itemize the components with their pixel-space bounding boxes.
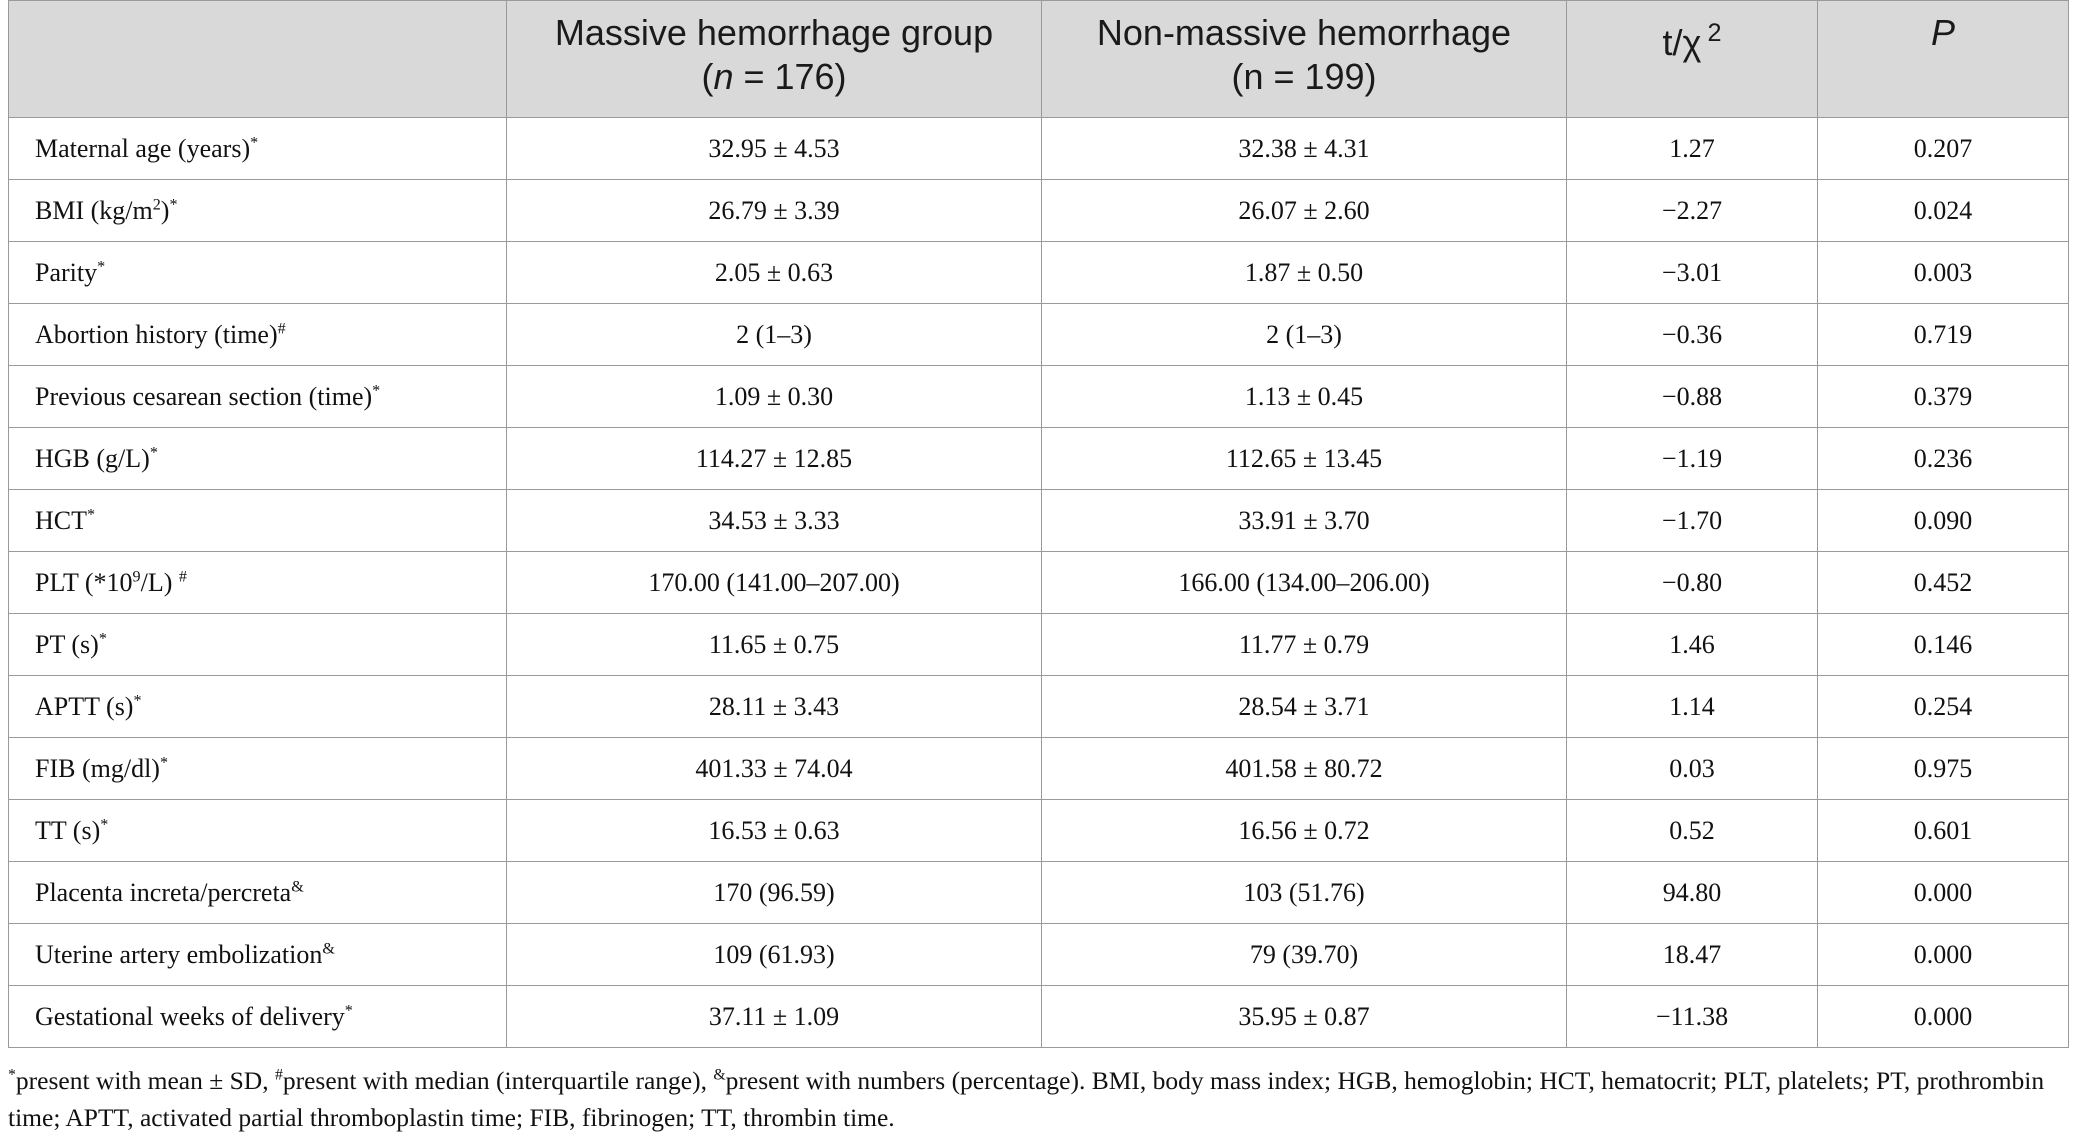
cell-p-value: 0.000 <box>1818 924 2069 986</box>
cell-p-value: 0.254 <box>1818 676 2069 738</box>
cell-statistic: −2.27 <box>1567 180 1818 242</box>
row-label: Parity* <box>9 242 507 304</box>
row-label: BMI $(kg/m^2)^*$ <box>9 180 507 242</box>
cell-p-value: 0.236 <box>1818 428 2069 490</box>
cell-p-value: 0.719 <box>1818 304 2069 366</box>
cell-p-value: 0.975 <box>1818 738 2069 800</box>
table-row <box>9 490 2069 552</box>
header-test-statistic: t/χ $^2$ <box>1567 1 1818 118</box>
cell-non-massive: 112.65 ± 13.45 <box>1042 428 1567 490</box>
table-header-row <box>9 1 2069 118</box>
cell-massive: 28.11 ± 3.43 <box>507 676 1042 738</box>
cell-massive: 170 (96.59) <box>507 862 1042 924</box>
row-label: PLT $(*10^9/L)$ # <box>9 552 507 614</box>
row-label: Gestational weeks of delivery* <box>9 986 507 1048</box>
cell-non-massive: 2 (1–3) <box>1042 304 1567 366</box>
cell-p-value: 0.601 <box>1818 800 2069 862</box>
table-row <box>9 800 2069 862</box>
table-row <box>9 242 2069 304</box>
row-label: Abortion history (time)# <box>9 304 507 366</box>
cell-massive: 170.00 (141.00–207.00) <box>507 552 1042 614</box>
row-label: Placenta increta/percreta& <box>9 862 507 924</box>
cell-non-massive: 103 (51.76) <box>1042 862 1567 924</box>
cell-p-value: 0.000 <box>1818 986 2069 1048</box>
cell-non-massive: 79 (39.70) <box>1042 924 1567 986</box>
table-row <box>9 924 2069 986</box>
cell-non-massive: 166.00 (134.00–206.00) <box>1042 552 1567 614</box>
cell-non-massive: 1.13 ± 0.45 <box>1042 366 1567 428</box>
cell-massive: 114.27 ± 12.85 <box>507 428 1042 490</box>
cell-non-massive: 1.87 ± 0.50 <box>1042 242 1567 304</box>
table-row <box>9 738 2069 800</box>
table-page <box>8 0 2068 1136</box>
cell-statistic: −0.88 <box>1567 366 1818 428</box>
row-label: Uterine artery embolization& <box>9 924 507 986</box>
results-table <box>8 0 2069 1048</box>
row-label: HCT* <box>9 490 507 552</box>
row-label: TT (s)* <box>9 800 507 862</box>
cell-p-value: 0.024 <box>1818 180 2069 242</box>
table-row <box>9 118 2069 180</box>
cell-p-value: 0.090 <box>1818 490 2069 552</box>
table-row <box>9 676 2069 738</box>
cell-non-massive: 26.07 ± 2.60 <box>1042 180 1567 242</box>
table-row <box>9 862 2069 924</box>
cell-statistic: −0.80 <box>1567 552 1818 614</box>
cell-statistic: −0.36 <box>1567 304 1818 366</box>
table-row <box>9 614 2069 676</box>
cell-massive: 2 (1–3) <box>507 304 1042 366</box>
header-p-value: P <box>1818 1 2069 118</box>
row-label: PT (s)* <box>9 614 507 676</box>
row-label: HGB (g/L)* <box>9 428 507 490</box>
table-row <box>9 986 2069 1048</box>
cell-non-massive: 32.38 ± 4.31 <box>1042 118 1567 180</box>
cell-massive: 37.11 ± 1.09 <box>507 986 1042 1048</box>
cell-statistic: 0.52 <box>1567 800 1818 862</box>
row-label: Previous cesarean section (time)* <box>9 366 507 428</box>
cell-statistic: 1.27 <box>1567 118 1818 180</box>
cell-massive: 16.53 ± 0.63 <box>507 800 1042 862</box>
cell-p-value: 0.146 <box>1818 614 2069 676</box>
cell-statistic: −11.38 <box>1567 986 1818 1048</box>
cell-massive: 26.79 ± 3.39 <box>507 180 1042 242</box>
cell-non-massive: 11.77 ± 0.79 <box>1042 614 1567 676</box>
row-label: Maternal age (years)* <box>9 118 507 180</box>
table-row <box>9 304 2069 366</box>
cell-non-massive: 16.56 ± 0.72 <box>1042 800 1567 862</box>
cell-massive: 2.05 ± 0.63 <box>507 242 1042 304</box>
cell-massive: 34.53 ± 3.33 <box>507 490 1042 552</box>
table-row <box>9 428 2069 490</box>
cell-massive: 1.09 ± 0.30 <box>507 366 1042 428</box>
cell-statistic: −1.19 <box>1567 428 1818 490</box>
cell-non-massive: 401.58 ± 80.72 <box>1042 738 1567 800</box>
cell-massive: 32.95 ± 4.53 <box>507 118 1042 180</box>
cell-statistic: 1.14 <box>1567 676 1818 738</box>
table-row <box>9 366 2069 428</box>
cell-p-value: 0.379 <box>1818 366 2069 428</box>
cell-massive: 109 (61.93) <box>507 924 1042 986</box>
cell-massive: 11.65 ± 0.75 <box>507 614 1042 676</box>
cell-non-massive: 35.95 ± 0.87 <box>1042 986 1567 1048</box>
cell-p-value: 0.452 <box>1818 552 2069 614</box>
row-label: FIB (mg/dl)* <box>9 738 507 800</box>
header-non-massive-group: Non-massive hemorrhage (n = 199) <box>1042 1 1567 118</box>
header-variable <box>9 1 507 118</box>
row-label: APTT (s)* <box>9 676 507 738</box>
cell-p-value: 0.003 <box>1818 242 2069 304</box>
cell-statistic: 18.47 <box>1567 924 1818 986</box>
cell-massive: 401.33 ± 74.04 <box>507 738 1042 800</box>
cell-statistic: 94.80 <box>1567 862 1818 924</box>
cell-p-value: 0.000 <box>1818 862 2069 924</box>
table-footnote: *present with mean ± SD, #present with median (interquartile range), &present with numbers (percentage). BMI, body mass index; HGB, hemoglobin; HCT, hematocrit; PLT, platelets; PT, prothrombin time; APTT, activated partial thromboplastin time; FIB, fibrinogen; TT, thrombin time. <box>8 1066 2045 1132</box>
cell-statistic: 1.46 <box>1567 614 1818 676</box>
cell-statistic: 0.03 <box>1567 738 1818 800</box>
cell-p-value: 0.207 <box>1818 118 2069 180</box>
header-massive-group: Massive hemorrhage group (n = 176) <box>507 1 1042 118</box>
cell-statistic: −3.01 <box>1567 242 1818 304</box>
cell-non-massive: 28.54 ± 3.71 <box>1042 676 1567 738</box>
cell-non-massive: 33.91 ± 3.70 <box>1042 490 1567 552</box>
table-row <box>9 552 2069 614</box>
table-row <box>9 180 2069 242</box>
cell-statistic: −1.70 <box>1567 490 1818 552</box>
